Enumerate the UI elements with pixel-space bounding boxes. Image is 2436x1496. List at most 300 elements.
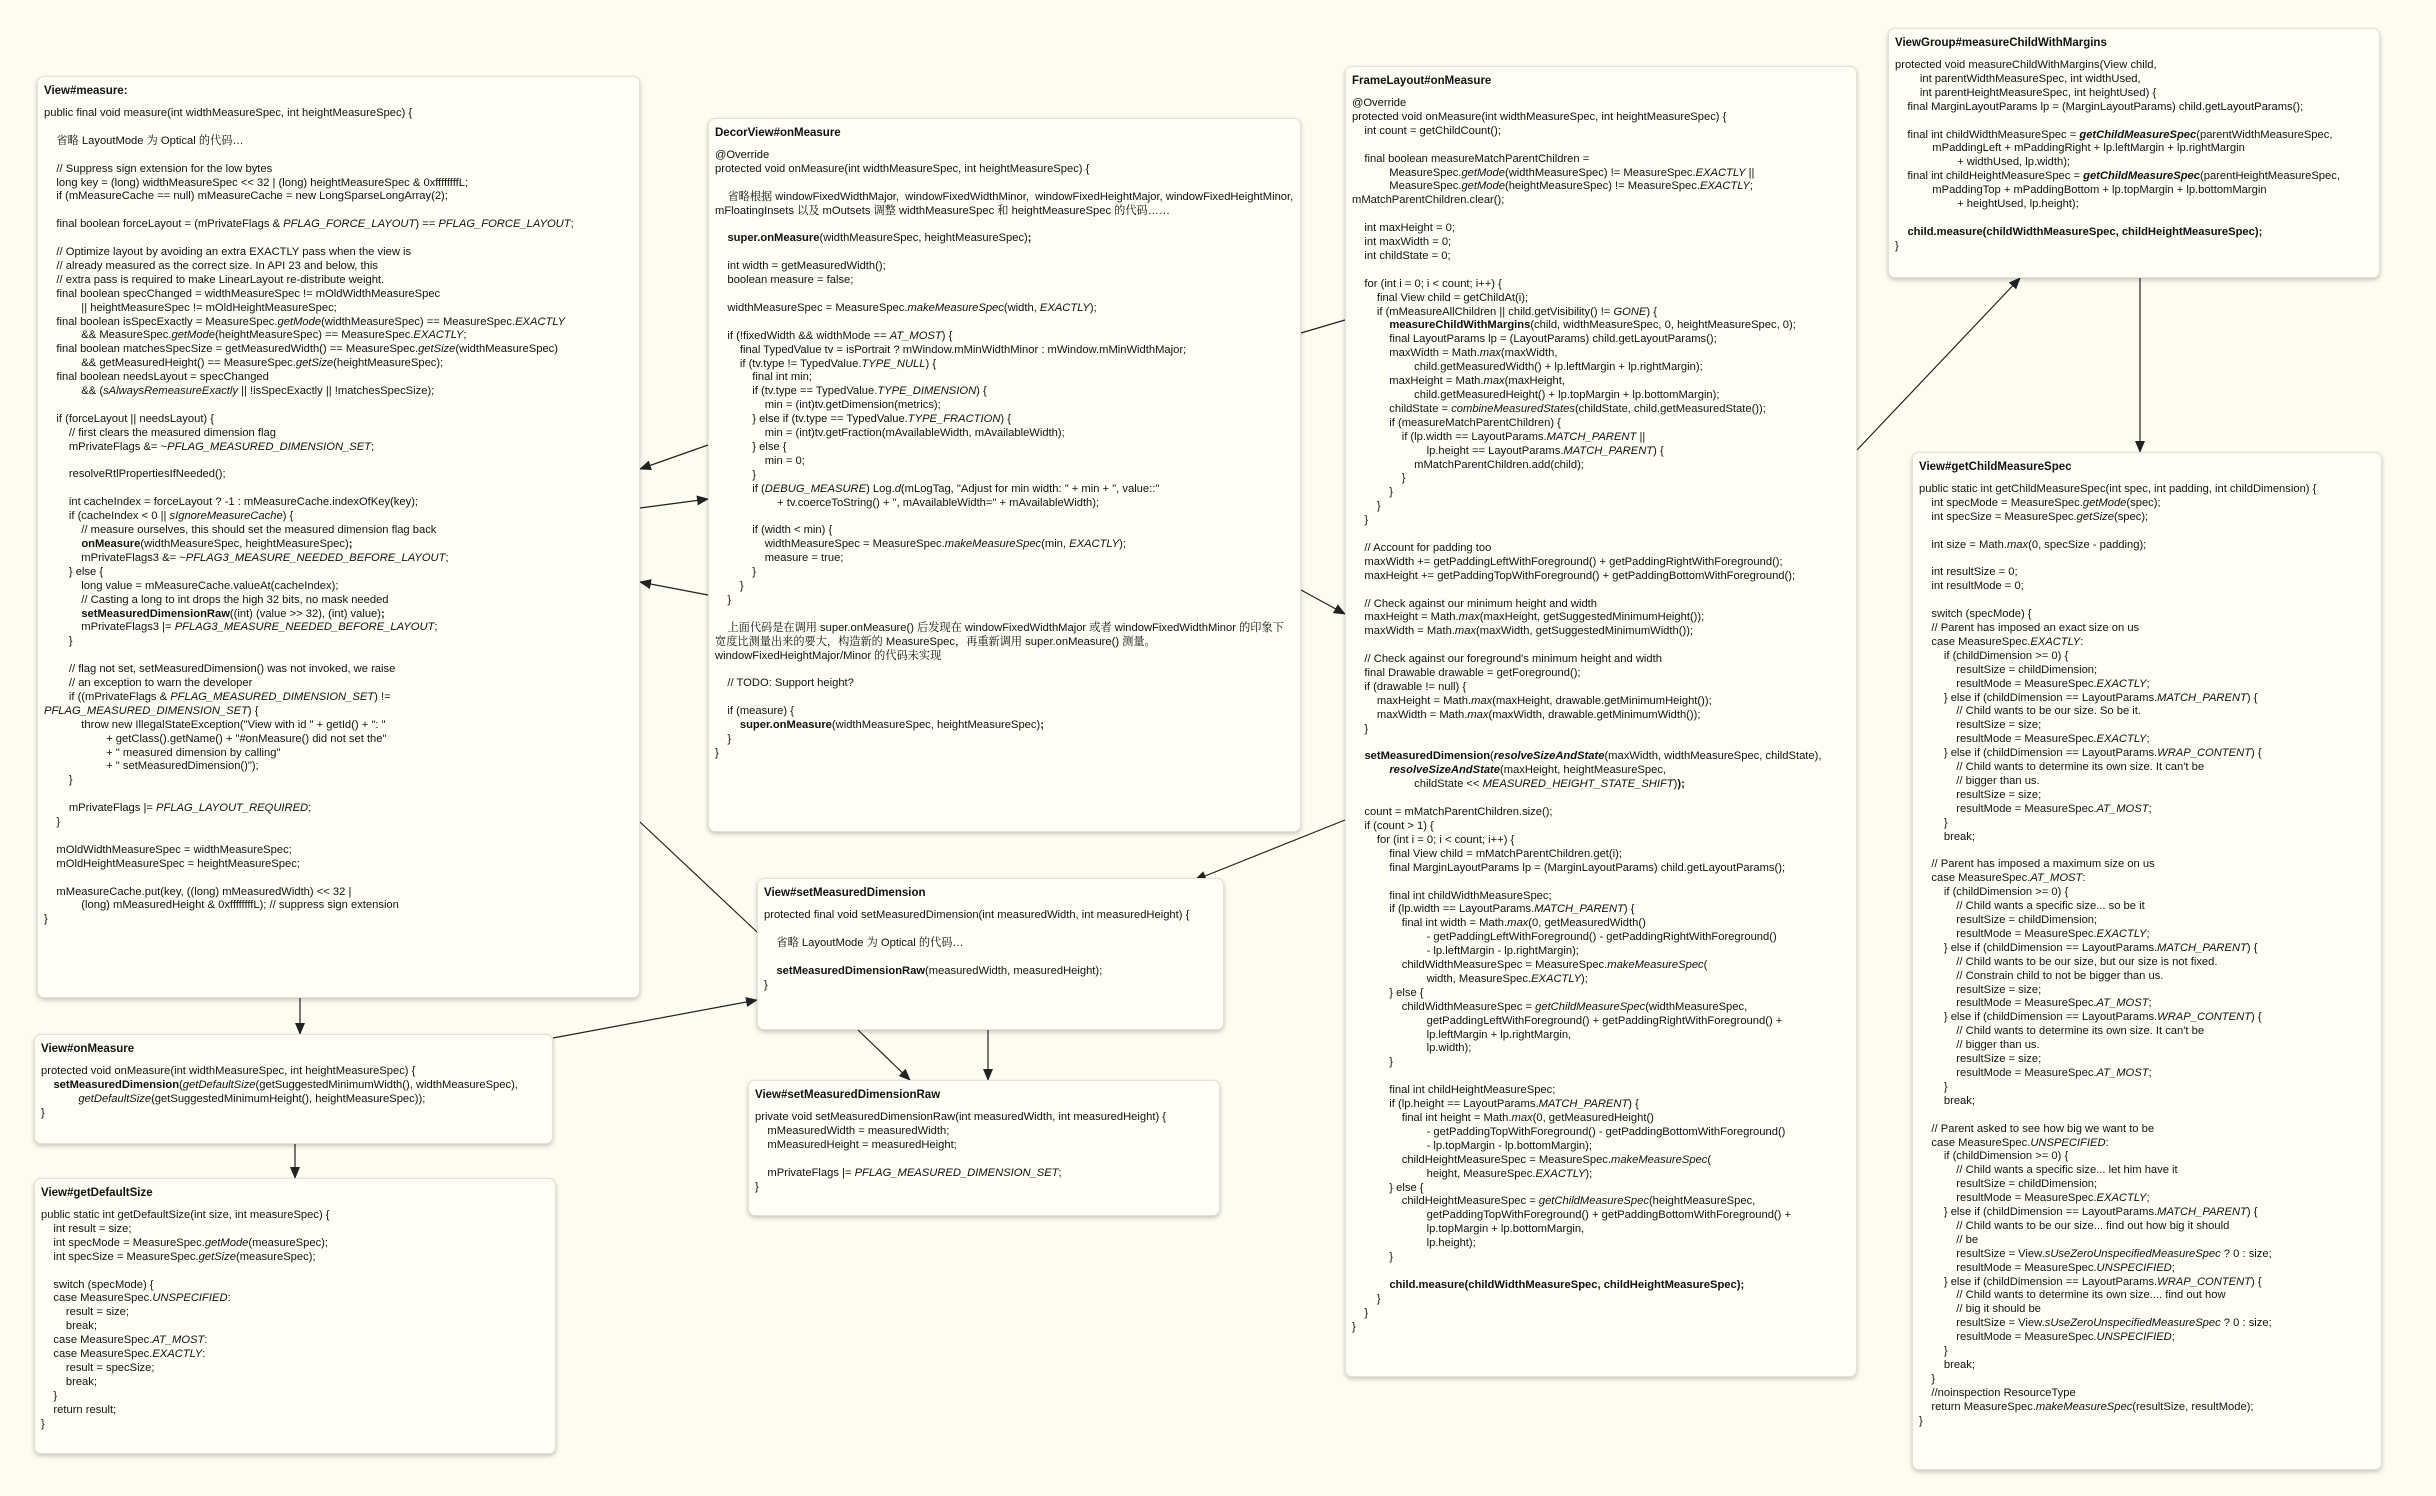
code-line: } bbox=[715, 746, 719, 759]
code-line: } else { bbox=[44, 565, 104, 578]
card-title: DecorView#onMeasure bbox=[715, 127, 841, 139]
code-line: // Child wants to be our size, but our size is not fixed. bbox=[1919, 955, 2218, 968]
arrow-frame-to-decor bbox=[1301, 320, 1345, 333]
code-line: if (tv.type == TypedValue.TYPE_DIMENSION) { bbox=[715, 385, 987, 398]
code-line: widthMeasureSpec = MeasureSpec.makeMeasureSpec(min, EXACTLY); bbox=[715, 538, 1126, 551]
code-line bbox=[44, 455, 633, 469]
code-line: // flag not set, setMeasuredDimension() was not invoked, we raise bbox=[44, 663, 396, 676]
code-line: break; bbox=[41, 1375, 97, 1388]
code-line: super.onMeasure(widthMeasureSpec, heightMeasureSpec); bbox=[739, 719, 1044, 732]
code-line: } bbox=[715, 580, 744, 592]
code-line: } else { bbox=[1352, 1181, 1424, 1194]
code-line: - getPaddingLeftWithForeground() - getPaddingRightWithForeground() bbox=[1352, 931, 1777, 944]
code-line: child.measure(childWidthMeasureSpec, childHeightMeasureSpec); bbox=[1389, 1278, 1745, 1291]
arrow-measure-to-decor bbox=[640, 499, 708, 508]
card-view-setmeasureddimensionraw bbox=[748, 1080, 1220, 1216]
code-line: if (childDimension >= 0) { bbox=[1919, 649, 2069, 662]
code-line: if (lp.height == LayoutParams.MATCH_PARENT) { bbox=[1352, 1098, 1639, 1111]
code-line: measure = true; bbox=[715, 552, 844, 565]
code-line: final boolean specChanged = widthMeasureSpec != mOldWidthMeasureSpec bbox=[44, 287, 441, 300]
code-line: // big it should be bbox=[1919, 1303, 2041, 1316]
code-line: boolean measure = false; bbox=[715, 274, 854, 287]
code-line: resultMode = MeasureSpec.EXACTLY; bbox=[1919, 677, 2150, 690]
code-line: } bbox=[1352, 1320, 1356, 1333]
code-line: } bbox=[715, 566, 757, 579]
code-line: } bbox=[755, 1180, 759, 1193]
code-line: // Suppress sign extension for the low bytes bbox=[44, 162, 273, 175]
code-line: final int childHeightMeasureSpec = getChildMeasureSpec(parentHeightMeasureSpec, bbox=[1895, 170, 2340, 183]
code-line bbox=[755, 1153, 1213, 1167]
code-line bbox=[1895, 212, 2373, 226]
code-line: final int childWidthMeasureSpec; bbox=[1352, 889, 1552, 902]
code-line: int result = size; bbox=[41, 1222, 132, 1235]
code-line: maxHeight = Math.max(maxHeight, drawable.getMinimumHeight()); bbox=[1352, 694, 1712, 707]
code-line: result = specSize; bbox=[41, 1361, 155, 1374]
code-line: && getMeasuredHeight() == MeasureSpec.getSize(heightMeasureSpec); bbox=[44, 357, 444, 370]
card-title: View#getDefaultSize bbox=[41, 1187, 153, 1199]
code-line: setMeasuredDimensionRaw(measuredWidth, measuredHeight); bbox=[776, 964, 1103, 977]
code-block bbox=[764, 909, 1217, 992]
code-line bbox=[1352, 639, 1850, 653]
code-line: long key = (long) widthMeasureSpec << 32 | (long) heightMeasureSpec & 0xffffffffL; bbox=[44, 176, 469, 189]
code-line: maxWidth += getPaddingLeftWithForeground() + getPaddingRightWithForeground(); bbox=[1352, 555, 1783, 568]
code-line: protected void measureChildWithMargins(View child, bbox=[1895, 59, 2157, 71]
code-line: if (measureMatchParentChildren) { bbox=[1352, 416, 1561, 429]
code-line: width, MeasureSpec.EXACTLY); bbox=[1352, 972, 1588, 985]
code-line: } bbox=[1352, 1251, 1394, 1264]
code-line: return result; bbox=[41, 1403, 117, 1416]
code-line: count = mMatchParentChildren.size(); bbox=[1352, 806, 1553, 819]
code-line bbox=[44, 232, 633, 246]
code-line: if (DEBUG_MEASURE) Log.d(mLogTag, "Adjust for min width: " + min + ", value::" bbox=[715, 482, 1160, 495]
code-line: lp.height); bbox=[1352, 1237, 1476, 1250]
code-line: childState = combineMeasuredStates(childState, child.getMeasuredState()); bbox=[1352, 402, 1766, 415]
arrow-decor-to-measure-1 bbox=[640, 445, 708, 469]
code-line: // Account for padding too bbox=[1352, 541, 1492, 554]
code-line: throw new IllegalStateException("View with id " + getId() + ": " bbox=[44, 718, 386, 731]
code-line: resultMode = MeasureSpec.UNSPECIFIED; bbox=[1919, 1331, 2175, 1344]
code-line bbox=[1919, 845, 2375, 859]
code-line: } else if (childDimension == LayoutParams.MATCH_PARENT) { bbox=[1919, 691, 2258, 704]
code-line: - getPaddingTopWithForeground() - getPaddingBottomWithForeground() bbox=[1352, 1125, 1786, 1138]
code-line: break; bbox=[1919, 1359, 1975, 1372]
code-line: final int height = Math.max(0, getMeasuredHeight() bbox=[1352, 1112, 1654, 1124]
code-line: } bbox=[44, 913, 48, 926]
code-line: @Override bbox=[1352, 97, 1407, 109]
code-line: resultSize = size; bbox=[1919, 983, 2042, 996]
code-line: 上面代码是在调用 super.onMeasure() 后发现在 windowFixedWidthMajor 或者 windowFixedWidthMinor 的印象下宽度比测量出来的要大，构造新的 MeasureSpec，再重新调用 super.onMeasure() 测量。windowFixedHeightMajor/Minor 的代码未实现 bbox=[715, 621, 1284, 662]
code-line: MeasureSpec.getMode(heightMeasureSpec) != MeasureSpec.EXACTLY; bbox=[1352, 180, 1754, 193]
code-line bbox=[1352, 792, 1850, 806]
code-line: } bbox=[764, 978, 768, 991]
code-line: - lp.topMargin - lp.bottomMargin); bbox=[1352, 1139, 1592, 1152]
code-line: break; bbox=[41, 1320, 97, 1333]
code-line: case MeasureSpec.EXACTLY: bbox=[41, 1348, 206, 1361]
code-line: // an exception to warn the developer bbox=[44, 677, 253, 690]
code-line: widthMeasureSpec = MeasureSpec.makeMeasureSpec(width, EXACTLY); bbox=[715, 301, 1097, 314]
code-line: case MeasureSpec.UNSPECIFIED: bbox=[41, 1292, 231, 1305]
code-line: + heightUsed, lp.height); bbox=[1895, 198, 2079, 211]
code-line: int resultMode = 0; bbox=[1919, 580, 2024, 593]
code-line: mMeasureCache.put(key, ((long) mMeasuredWidth) << 32 | bbox=[44, 885, 352, 898]
code-line: } bbox=[41, 1106, 45, 1119]
code-line: //noinspection ResourceType bbox=[1919, 1386, 2076, 1399]
code-line: } bbox=[715, 468, 757, 481]
arrow-frame-to-measurechild bbox=[1857, 278, 2020, 450]
code-line bbox=[1352, 1070, 1850, 1084]
code-line: resultSize = childDimension; bbox=[1919, 914, 2098, 927]
code-line: } bbox=[1352, 1292, 1381, 1305]
code-block bbox=[44, 107, 633, 927]
code-line: // Parent asked to see how big we want to be bbox=[1919, 1122, 2155, 1135]
code-line: if (tv.type != TypedValue.TYPE_NULL) { bbox=[715, 357, 937, 370]
code-block bbox=[1919, 483, 2375, 1429]
code-line: } else if (tv.type == TypedValue.TYPE_FRACTION) { bbox=[715, 413, 1011, 426]
code-line: && MeasureSpec.getMode(heightMeasureSpec) == MeasureSpec.EXACTLY; bbox=[44, 329, 467, 342]
code-line: if (lp.width == LayoutParams.MATCH_PARENT) { bbox=[1352, 903, 1635, 916]
code-line: // Child wants a specific size... so be it bbox=[1919, 900, 2145, 913]
code-line bbox=[44, 649, 633, 663]
code-line: protected final void setMeasuredDimension(int measuredWidth, int measuredHeight) { bbox=[764, 909, 1190, 921]
code-line: if (drawable != null) { bbox=[1352, 680, 1467, 693]
code-line: // Child wants a specific size... let him have it bbox=[1919, 1164, 2178, 1177]
code-line: } bbox=[1919, 1372, 1936, 1385]
code-line: } else if (childDimension == LayoutParams.MATCH_PARENT) { bbox=[1919, 941, 2258, 954]
code-line bbox=[44, 399, 633, 413]
code-line: int childState = 0; bbox=[1352, 249, 1451, 262]
code-line: getPaddingTopWithForeground() + getPaddingBottomWithForeground() + bbox=[1352, 1209, 1792, 1222]
code-line: // measure ourselves, this should set the measured dimension flag back bbox=[44, 524, 437, 537]
code-line: setMeasuredDimensionRaw((int) (value >> 32), (int) value); bbox=[81, 607, 385, 620]
card-title: View#onMeasure bbox=[41, 1043, 135, 1055]
code-line: 省略 LayoutMode 为 Optical 的代码… bbox=[44, 134, 244, 147]
code-line: final boolean measureMatchParentChildren = bbox=[1352, 152, 1590, 165]
code-line: resultMode = MeasureSpec.AT_MOST; bbox=[1919, 997, 2152, 1010]
code-line: mPrivateFlags |= PFLAG_LAYOUT_REQUIRED; bbox=[44, 802, 312, 815]
code-line: // Parent has imposed a maximum size on us bbox=[1919, 858, 2155, 871]
code-line: // Check against our foreground's minimum height and width bbox=[1352, 653, 1662, 666]
card-decorview-onmeasure bbox=[708, 118, 1301, 832]
code-line: resultMode = MeasureSpec.EXACTLY; bbox=[1919, 927, 2150, 940]
code-line: break; bbox=[1919, 1094, 1975, 1107]
code-line: resultSize = childDimension; bbox=[1919, 1178, 2098, 1191]
code-line: protected void onMeasure(int widthMeasureSpec, int heightMeasureSpec) { bbox=[1352, 110, 1727, 123]
code-line: (long) mMeasuredHeight & 0xffffffffL); // suppress sign extension bbox=[44, 899, 399, 912]
code-line: int size = Math.max(0, specSize - padding); bbox=[1919, 538, 2147, 551]
code-line: } else { bbox=[715, 440, 787, 453]
code-line: // be bbox=[1919, 1233, 1979, 1246]
code-line: // first clears the measured dimension flag bbox=[44, 426, 276, 439]
code-line bbox=[1352, 208, 1850, 222]
code-line bbox=[715, 177, 1294, 191]
code-line: + " measured dimension by calling" bbox=[44, 746, 281, 759]
card-title: View#getChildMeasureSpec bbox=[1919, 461, 2072, 473]
code-line: mMatchParentChildren.clear(); bbox=[1352, 194, 1505, 207]
code-line: int count = getChildCount(); bbox=[1352, 124, 1501, 137]
code-line: resultMode = MeasureSpec.EXACTLY; bbox=[1919, 1192, 2150, 1205]
code-line: setMeasuredDimension(getDefaultSize(getSuggestedMinimumWidth(), widthMeasureSpec), bbox=[53, 1078, 518, 1091]
code-line: } else if (childDimension == LayoutParams.WRAP_CONTENT) { bbox=[1919, 747, 2262, 760]
code-line: } bbox=[1352, 514, 1369, 527]
code-line: } bbox=[44, 774, 73, 787]
code-line: // already measured as the correct size. In API 23 and below, this bbox=[44, 259, 378, 272]
code-line: } bbox=[1352, 1306, 1369, 1319]
card-view-onmeasure bbox=[34, 1034, 553, 1144]
code-line: mMatchParentChildren.add(child); bbox=[1352, 458, 1584, 471]
code-line: resolveSizeAndState(maxHeight, heightMeasureSpec, bbox=[1389, 764, 1667, 777]
code-line: mOldWidthMeasureSpec = widthMeasureSpec; bbox=[44, 843, 292, 856]
card-title: FrameLayout#onMeasure bbox=[1352, 75, 1492, 87]
code-line: if (lp.width == LayoutParams.MATCH_PARENT || bbox=[1352, 430, 1646, 443]
code-line: + getClass().getName() + "#onMeasure() did not set the" bbox=[44, 732, 387, 745]
code-line: maxWidth = Math.max(maxWidth, bbox=[1352, 347, 1558, 360]
code-line: if (forceLayout || needsLayout) { bbox=[44, 412, 214, 425]
code-line: maxWidth = Math.max(maxWidth, getSuggestedMinimumWidth()); bbox=[1352, 625, 1694, 638]
code-line: PFLAG_MEASURED_DIMENSION_SET) { bbox=[44, 704, 259, 717]
code-line: int specMode = MeasureSpec.getMode(measureSpec); bbox=[41, 1236, 328, 1249]
card-view-getdefaultsize bbox=[34, 1178, 556, 1454]
code-line: childHeightMeasureSpec = getChildMeasureSpec(heightMeasureSpec, bbox=[1352, 1195, 1756, 1208]
code-line bbox=[1352, 737, 1850, 751]
code-line: int width = getMeasuredWidth(); bbox=[715, 260, 886, 273]
code-line: if (cacheIndex < 0 || sIgnoreMeasureCache) { bbox=[44, 510, 294, 523]
card-view-getchildmeasurespec bbox=[1912, 452, 2382, 1470]
code-line: } bbox=[41, 1389, 58, 1402]
code-line bbox=[41, 1265, 549, 1279]
code-line bbox=[715, 691, 1294, 705]
code-line bbox=[715, 316, 1294, 330]
code-line: } else { bbox=[1352, 986, 1424, 999]
card-viewgroup-measurechildwithmargins bbox=[1888, 28, 2380, 278]
code-line: @Override bbox=[715, 149, 770, 161]
code-line: // Parent has imposed an exact size on us bbox=[1919, 622, 2140, 635]
code-line: final boolean needsLayout = specChanged bbox=[44, 371, 269, 384]
code-line: if (count > 1) { bbox=[1352, 820, 1434, 832]
code-line: measureChildWithMargins(child, widthMeasureSpec, 0, heightMeasureSpec, 0); bbox=[1389, 319, 1796, 332]
code-line: mPrivateFlags3 |= PFLAG3_MEASURE_NEEDED_BEFORE_LAYOUT; bbox=[44, 621, 438, 634]
code-line: final MarginLayoutParams lp = (MarginLayoutParams) child.getLayoutParams(); bbox=[1895, 100, 2304, 113]
arrow-decor-to-frame bbox=[1301, 590, 1345, 614]
code-line: } bbox=[1352, 1056, 1394, 1069]
code-line: result = size; bbox=[41, 1306, 129, 1319]
code-line: case MeasureSpec.AT_MOST: bbox=[1919, 872, 2086, 885]
arrow-setmeasureddimension-to-raw-1 bbox=[858, 1030, 910, 1080]
code-line bbox=[715, 288, 1294, 302]
code-line: final boolean forceLayout = (mPrivateFlags & PFLAG_FORCE_LAYOUT) == PFLAG_FORCE_LAYOUT; bbox=[44, 218, 574, 231]
code-line: lp.leftMargin + lp.rightMargin, bbox=[1352, 1028, 1572, 1041]
code-line: childWidthMeasureSpec = getChildMeasureSpec(widthMeasureSpec, bbox=[1352, 1000, 1748, 1013]
code-line bbox=[764, 923, 1217, 937]
code-line: final int width = Math.max(0, getMeasuredWidth() bbox=[1352, 917, 1646, 930]
code-line: + " setMeasuredDimension()"); bbox=[44, 760, 259, 773]
code-line: // Check against our minimum height and width bbox=[1352, 597, 1597, 610]
code-line: - lp.leftMargin - lp.rightMargin); bbox=[1352, 945, 1579, 958]
code-line: min = (int)tv.getFraction(mAvailableWidth, mAvailableWidth); bbox=[715, 427, 1065, 440]
code-line: resultMode = MeasureSpec.UNSPECIFIED; bbox=[1919, 1261, 2175, 1274]
code-line: childWidthMeasureSpec = MeasureSpec.makeMeasureSpec( bbox=[1352, 959, 1708, 972]
code-line: int parentWidthMeasureSpec, int widthUsed, bbox=[1895, 72, 2141, 85]
code-line bbox=[44, 830, 633, 844]
code-line: } else if (childDimension == LayoutParams.MATCH_PARENT) { bbox=[1919, 1206, 2258, 1219]
code-line bbox=[1895, 115, 2373, 129]
code-line: int cacheIndex = forceLayout ? -1 : mMeasureCache.indexOfKey(key); bbox=[44, 496, 419, 509]
code-line: lp.topMargin + lp.bottomMargin, bbox=[1352, 1223, 1585, 1236]
code-line bbox=[44, 872, 633, 886]
code-line: resolveRtlPropertiesIfNeeded(); bbox=[44, 468, 226, 481]
code-line: public static int getChildMeasureSpec(int spec, int padding, int childDimension) { bbox=[1919, 483, 2317, 495]
code-line: switch (specMode) { bbox=[41, 1278, 154, 1291]
code-line bbox=[1919, 553, 2375, 567]
code-line: } bbox=[1352, 500, 1381, 513]
code-line: resultSize = View.sUseZeroUnspecifiedMeasureSpec ? 0 : size; bbox=[1919, 1247, 2272, 1260]
code-line: final int min; bbox=[715, 371, 812, 384]
code-block bbox=[1895, 59, 2373, 254]
code-line: int resultSize = 0; bbox=[1919, 566, 2018, 579]
code-line: } bbox=[715, 732, 732, 745]
code-line bbox=[1352, 876, 1850, 890]
code-line: } else if (childDimension == LayoutParams.WRAP_CONTENT) { bbox=[1919, 1011, 2262, 1024]
code-line: if (!fixedWidth && widthMode == AT_MOST) { bbox=[715, 329, 953, 342]
code-line: public final void measure(int widthMeasureSpec, int heightMeasureSpec) { bbox=[44, 107, 413, 119]
code-line: 省略根据 windowFixedWidthMajor, windowFixedWidthMinor, windowFixedHeightMajor, windowFixedHeightMinor, mFloatingInsets 以及 mOutsets 调整 widthMeasureSpec 和 heightMeasureSpec 的代码…… bbox=[715, 190, 1297, 217]
code-line: } bbox=[41, 1417, 45, 1430]
code-line: } bbox=[715, 593, 732, 606]
code-line bbox=[44, 121, 633, 135]
code-line: + widthUsed, lp.width); bbox=[1895, 156, 2071, 169]
code-line: child.measure(childWidthMeasureSpec, childHeightMeasureSpec); bbox=[1907, 225, 2263, 238]
code-line: int maxWidth = 0; bbox=[1352, 236, 1452, 249]
code-line: int specSize = MeasureSpec.getSize(measureSpec); bbox=[41, 1250, 316, 1263]
code-line bbox=[44, 149, 633, 163]
code-line: maxHeight = Math.max(maxHeight, bbox=[1352, 375, 1565, 388]
code-line: switch (specMode) { bbox=[1919, 608, 2032, 621]
code-line: // Child wants to be our size. So be it. bbox=[1919, 705, 2141, 718]
code-line: protected void onMeasure(int widthMeasureSpec, int heightMeasureSpec) { bbox=[41, 1065, 416, 1077]
code-line: min = (int)tv.getDimension(metrics); bbox=[715, 399, 941, 412]
code-line: resultSize = View.sUseZeroUnspecifiedMeasureSpec ? 0 : size; bbox=[1919, 1317, 2272, 1330]
code-line bbox=[1352, 1265, 1850, 1279]
code-line: mPrivateFlags3 &= ~PFLAG3_MEASURE_NEEDED_BEFORE_LAYOUT; bbox=[44, 551, 449, 564]
code-line bbox=[44, 788, 633, 802]
code-line: if (width < min) { bbox=[715, 524, 833, 537]
code-line: } bbox=[1919, 1345, 1948, 1358]
code-line: if (childDimension >= 0) { bbox=[1919, 886, 2069, 899]
code-line: resultMode = MeasureSpec.AT_MOST; bbox=[1919, 1067, 2152, 1079]
code-line: for (int i = 0; i < count; i++) { bbox=[1352, 277, 1502, 290]
code-line: } else if (childDimension == LayoutParams.WRAP_CONTENT) { bbox=[1919, 1275, 2262, 1288]
code-line: && (sAlwaysRemeasureExactly || !isSpecExactly || !matchesSpecSize); bbox=[44, 385, 435, 398]
code-line: if (mMeasureCache == null) mMeasureCache = new LongSparseLongArray(2); bbox=[44, 190, 448, 203]
code-line bbox=[1352, 528, 1850, 542]
code-line: final int childHeightMeasureSpec; bbox=[1352, 1084, 1556, 1097]
card-title: View#measure: bbox=[44, 85, 128, 97]
code-line: resultSize = size; bbox=[1919, 788, 2042, 801]
code-line bbox=[1352, 264, 1850, 278]
code-line: final int childWidthMeasureSpec = getChildMeasureSpec(parentWidthMeasureSpec, bbox=[1895, 128, 2333, 141]
code-line: MeasureSpec.getMode(widthMeasureSpec) != MeasureSpec.EXACTLY || bbox=[1352, 166, 1755, 179]
code-line: if (measure) { bbox=[715, 705, 794, 718]
code-line bbox=[1919, 525, 2375, 539]
code-line: return MeasureSpec.makeMeasureSpec(resultSize, resultMode); bbox=[1919, 1400, 2254, 1413]
code-line: if (mMeasureAllChildren || child.getVisibility() != GONE) { bbox=[1352, 305, 1657, 318]
code-block bbox=[715, 149, 1297, 761]
code-line bbox=[1352, 584, 1850, 598]
code-line bbox=[715, 608, 1294, 622]
code-line bbox=[764, 951, 1217, 965]
code-line: private void setMeasuredDimensionRaw(int measuredWidth, int measuredHeight) { bbox=[755, 1111, 1167, 1123]
code-line: lp.height == LayoutParams.MATCH_PARENT) { bbox=[1352, 444, 1664, 457]
code-line: mMeasuredWidth = measuredWidth; bbox=[755, 1124, 950, 1137]
code-line: if ((mPrivateFlags & PFLAG_MEASURED_DIMENSION_SET) != bbox=[44, 690, 391, 703]
code-line bbox=[44, 204, 633, 218]
code-line bbox=[44, 482, 633, 496]
code-line: + tv.coerceToString() + ", mAvailableWidth=" + mAvailableWidth); bbox=[715, 496, 1100, 509]
code-line: maxHeight = Math.max(maxHeight, getSuggestedMinimumHeight()); bbox=[1352, 611, 1705, 624]
code-line: } bbox=[1919, 816, 1948, 829]
code-line: int parentHeightMeasureSpec, int heightUsed) { bbox=[1895, 86, 2157, 99]
code-line: mPaddingLeft + mPaddingRight + lp.leftMargin + lp.rightMargin bbox=[1895, 142, 2245, 155]
code-line: int specSize = MeasureSpec.getSize(spec); bbox=[1919, 510, 2149, 523]
code-line: } bbox=[1352, 472, 1406, 485]
code-line bbox=[1352, 139, 1850, 153]
code-line: mPaddingTop + mPaddingBottom + lp.topMargin + lp.bottomMargin bbox=[1895, 184, 2267, 197]
code-line: final View child = mMatchParentChildren.get(i); bbox=[1352, 847, 1622, 860]
code-line: mPrivateFlags |= PFLAG_MEASURED_DIMENSION_SET; bbox=[755, 1166, 1062, 1179]
code-line: } bbox=[1919, 1080, 1948, 1093]
code-line: getPaddingLeftWithForeground() + getPaddingRightWithForeground() + bbox=[1352, 1014, 1783, 1027]
card-view-setmeasureddimension bbox=[757, 878, 1224, 1030]
code-line: resultMode = MeasureSpec.AT_MOST; bbox=[1919, 802, 2152, 815]
code-line bbox=[715, 663, 1294, 677]
card-framelayout-onmeasure bbox=[1345, 66, 1857, 1377]
code-line: || heightMeasureSpec != mOldHeightMeasureSpec; bbox=[44, 301, 337, 314]
code-line: } bbox=[44, 816, 61, 829]
code-block bbox=[755, 1111, 1213, 1194]
code-line: public static int getDefaultSize(int size, int measureSpec) { bbox=[41, 1209, 330, 1221]
code-line: case MeasureSpec.AT_MOST: bbox=[41, 1334, 208, 1347]
code-line: childHeightMeasureSpec = MeasureSpec.makeMeasureSpec( bbox=[1352, 1153, 1712, 1166]
code-line: int specMode = MeasureSpec.getMode(spec); bbox=[1919, 496, 2161, 509]
code-line: final boolean isSpecExactly = MeasureSpec.getMode(widthMeasureSpec) == MeasureSpec.EXACTLY bbox=[44, 315, 566, 328]
code-line: int maxHeight = 0; bbox=[1352, 222, 1455, 235]
code-line: final TypedValue tv = isPortrait ? mWindow.mMinWidthMinor : mWindow.mMinWidthMajor; bbox=[715, 343, 1187, 356]
code-line: getDefaultSize(getSuggestedMinimumHeight(), heightMeasureSpec)); bbox=[78, 1092, 426, 1105]
code-line: // bigger than us. bbox=[1919, 774, 2040, 787]
code-line: // Constrain child to not be bigger than us. bbox=[1919, 969, 2164, 982]
code-line: min = 0; bbox=[715, 454, 805, 467]
code-line: // Child wants to determine its own size. It can't be bbox=[1919, 1025, 2205, 1038]
code-line: mOldHeightMeasureSpec = heightMeasureSpec; bbox=[44, 857, 300, 870]
card-title: View#setMeasuredDimension bbox=[764, 887, 926, 899]
code-line: mMeasuredHeight = measuredHeight; bbox=[755, 1138, 957, 1151]
code-line bbox=[715, 219, 1294, 233]
code-line: final boolean matchesSpecSize = getMeasuredWidth() == MeasureSpec.getSize(widthMeasureSpec) bbox=[44, 343, 558, 356]
card-title: View#setMeasuredDimensionRaw bbox=[755, 1089, 941, 1101]
code-line: onMeasure(widthMeasureSpec, heightMeasureSpec); bbox=[81, 537, 353, 550]
code-line: final MarginLayoutParams lp = (MarginLayoutParams) child.getLayoutParams(); bbox=[1352, 861, 1786, 874]
code-line: child.getMeasuredWidth() + lp.leftMargin + lp.rightMargin); bbox=[1352, 361, 1703, 374]
code-line: break; bbox=[1919, 830, 1975, 843]
code-line: } bbox=[1895, 239, 1899, 252]
code-line: lp.width); bbox=[1352, 1042, 1472, 1055]
code-line: final LayoutParams lp = (LayoutParams) child.getLayoutParams(); bbox=[1352, 333, 1717, 346]
code-line bbox=[715, 246, 1294, 260]
code-line: // extra pass is required to make LinearLayout re-distribute weight. bbox=[44, 273, 385, 286]
code-line: for (int i = 0; i < count; i++) { bbox=[1352, 833, 1515, 846]
code-line: super.onMeasure(widthMeasureSpec, heightMeasureSpec); bbox=[727, 232, 1032, 245]
code-line: mPrivateFlags &= ~PFLAG_MEASURED_DIMENSION_SET; bbox=[44, 440, 375, 453]
code-line bbox=[1919, 1109, 2375, 1123]
